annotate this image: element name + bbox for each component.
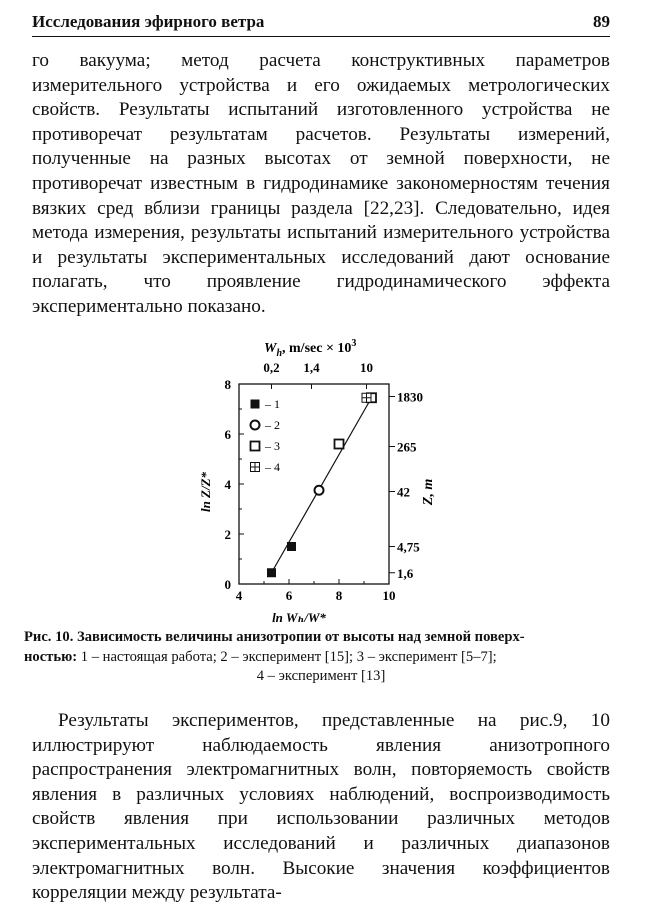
caption-title: Зависимость величины анизотропии от высоты над земной поверх- bbox=[73, 629, 525, 645]
caption-line-2 bbox=[24, 648, 618, 668]
caption-label: Рис. 10. bbox=[24, 629, 74, 645]
y-tick-label: 8 bbox=[224, 377, 231, 392]
left-axis-label: ln Z/Z* bbox=[198, 471, 213, 513]
legend-marker-1 bbox=[251, 400, 260, 409]
page-number: 89 bbox=[593, 12, 610, 31]
right-tick-label: 1830 bbox=[397, 389, 423, 405]
body-paragraph-1: го вакуума; метод расчета конструктивных параметров измерительного устройства и его ожидаемых метрологических свойств. Результаты испытаний изготовленного устройства не противоречат результатам расчетов. Результаты измерений, полученные на разных высотах от земной поверхности, не противоречат известным в гидродинамике закономерностям течения вязких сред вблизи границы раздела [22,23]. Следовательно, идея метода измерения, результаты испытаний измерительного устройства и результаты экспериментальных исследований дают основание полагать, что проявление гидродинамического эффекта экспериментально показано. bbox=[32, 50, 610, 317]
y-tick-label: 2 bbox=[224, 527, 231, 542]
running-title: Исследования эфирного ветра bbox=[32, 12, 265, 31]
figure-caption bbox=[24, 628, 618, 687]
top-tick-label: 1,4 bbox=[303, 360, 320, 375]
y-tick-label: 6 bbox=[224, 427, 231, 442]
legend-label-3: – 3 bbox=[265, 439, 280, 453]
caption-line-1 bbox=[24, 628, 618, 648]
figure-10 bbox=[180, 332, 440, 632]
caption-line-3: 4 – эксперимент [13] bbox=[256, 668, 386, 684]
y-tick-label: 4 bbox=[224, 477, 231, 492]
legend-label-4: – 4 bbox=[265, 460, 280, 474]
legend-label-1: – 1 bbox=[265, 397, 280, 411]
right-tick-label: 1,6 bbox=[397, 565, 414, 581]
top-tick-label: 0,2 bbox=[263, 360, 280, 375]
legend-marker-2 bbox=[251, 421, 260, 430]
legend-marker-3 bbox=[251, 442, 260, 451]
data-point-series-2 bbox=[315, 486, 324, 495]
bottom-axis-label: ln Wₕ/W* bbox=[272, 610, 326, 625]
x-tick-label: 10 bbox=[382, 588, 396, 603]
plot-frame bbox=[239, 384, 389, 584]
anisotropy-chart bbox=[180, 332, 440, 632]
x-tick-label: 6 bbox=[285, 588, 293, 603]
data-point-series-3 bbox=[335, 440, 344, 449]
data-point-series-1 bbox=[287, 542, 296, 551]
right-tick-label: 42 bbox=[397, 484, 410, 500]
top-axis-label: $W_h$, $m/\sec \times 10^3$ bbox=[264, 338, 357, 359]
right-tick-label: 4,75 bbox=[397, 539, 420, 555]
top-tick-label: 10 bbox=[360, 360, 373, 375]
caption-title-end: ностью: bbox=[24, 648, 78, 665]
trend-line bbox=[272, 398, 372, 573]
x-tick-label: 4 bbox=[235, 588, 243, 603]
data-point-series-1 bbox=[267, 568, 276, 577]
right-axis-label: Z, m bbox=[421, 478, 436, 506]
caption-legend-text: 1 – настоящая работа; 2 – эксперимент [15]; 3 – эксперимент [5–7]; bbox=[77, 648, 497, 665]
legend-label-2: – 2 bbox=[265, 418, 280, 432]
right-tick-label: 265 bbox=[397, 439, 417, 455]
x-tick-label: 8 bbox=[335, 588, 343, 603]
running-header bbox=[32, 10, 610, 37]
y-tick-label: 0 bbox=[224, 577, 231, 592]
body-paragraph-2: Результаты экспериментов, представленные на рис.9, 10 иллюстрируют наблюдаемость явления анизотропного распространения электромагнитных волн, повторяемость свойств явления в различных условиях наблюдений, воспроизводимость свойств явления при использовании различных методов экспериментальных исследований и различных диапазонов электромагнитных волн. Высокие значения коэффициентов корреляции между результата- bbox=[32, 710, 610, 904]
